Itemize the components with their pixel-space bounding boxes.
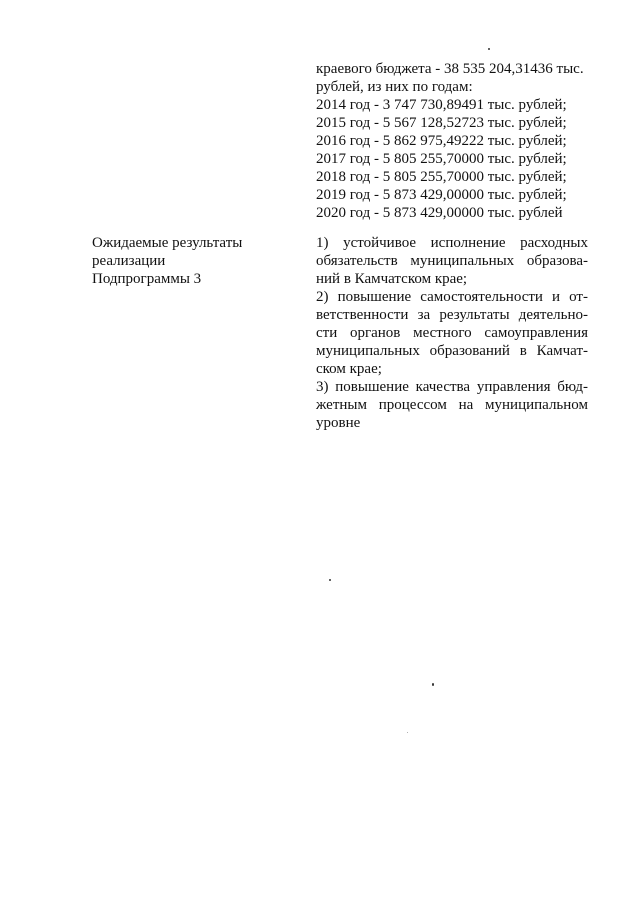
result-line: ветственности за результаты деятельно-	[316, 307, 588, 323]
result-line: ском крае;	[316, 361, 382, 377]
budget-year-line: 2018 год - 5 805 255,70000 тыс. рублей;	[316, 169, 567, 185]
budget-financing-block	[316, 60, 588, 222]
result-line: обязательств муниципальных образова-	[316, 253, 588, 269]
result-line: сти органов местного самоуправления	[316, 325, 588, 341]
result-line: уровне	[316, 415, 361, 431]
result-item-3	[316, 378, 588, 432]
result-line: ний в Камчатском крае;	[316, 271, 468, 287]
budget-year-line: 2017 год - 5 805 255,70000 тыс. рублей;	[316, 151, 567, 167]
result-line: муниципальных образований в Камчат-	[316, 343, 588, 359]
scan-speck	[407, 732, 408, 733]
budget-line: краевого бюджета - 38 535 204,31436 тыс.	[316, 61, 584, 77]
expected-results-label	[92, 234, 282, 288]
result-line: 3) повышение качества управления бюд-	[316, 379, 588, 395]
budget-year-line: 2014 год - 3 747 730,89491 тыс. рублей;	[316, 97, 567, 113]
result-line: жетным процессом на муниципальном	[316, 397, 588, 413]
result-line: 2) повышение самостоятельности и от-	[316, 289, 588, 305]
scan-speck	[432, 683, 434, 686]
label-line: реализации	[92, 253, 166, 269]
budget-year-line: 2016 год - 5 862 975,49222 тыс. рублей;	[316, 133, 567, 149]
result-item-1	[316, 234, 588, 288]
result-item-2	[316, 288, 588, 378]
expected-results-list	[316, 234, 588, 432]
budget-year-line: 2019 год - 5 873 429,00000 тыс. рублей;	[316, 187, 567, 203]
budget-line: рублей, из них по годам:	[316, 79, 473, 95]
scan-speck	[488, 48, 490, 50]
label-line: Ожидаемые результаты	[92, 235, 243, 251]
budget-year-line: 2015 год - 5 567 128,52723 тыс. рублей;	[316, 115, 567, 131]
scan-speck	[329, 579, 331, 581]
result-line: 1) устойчивое исполнение расходных	[316, 235, 588, 251]
budget-year-line: 2020 год - 5 873 429,00000 тыс. рублей	[316, 205, 563, 221]
label-line: Подпрограммы 3	[92, 271, 202, 287]
